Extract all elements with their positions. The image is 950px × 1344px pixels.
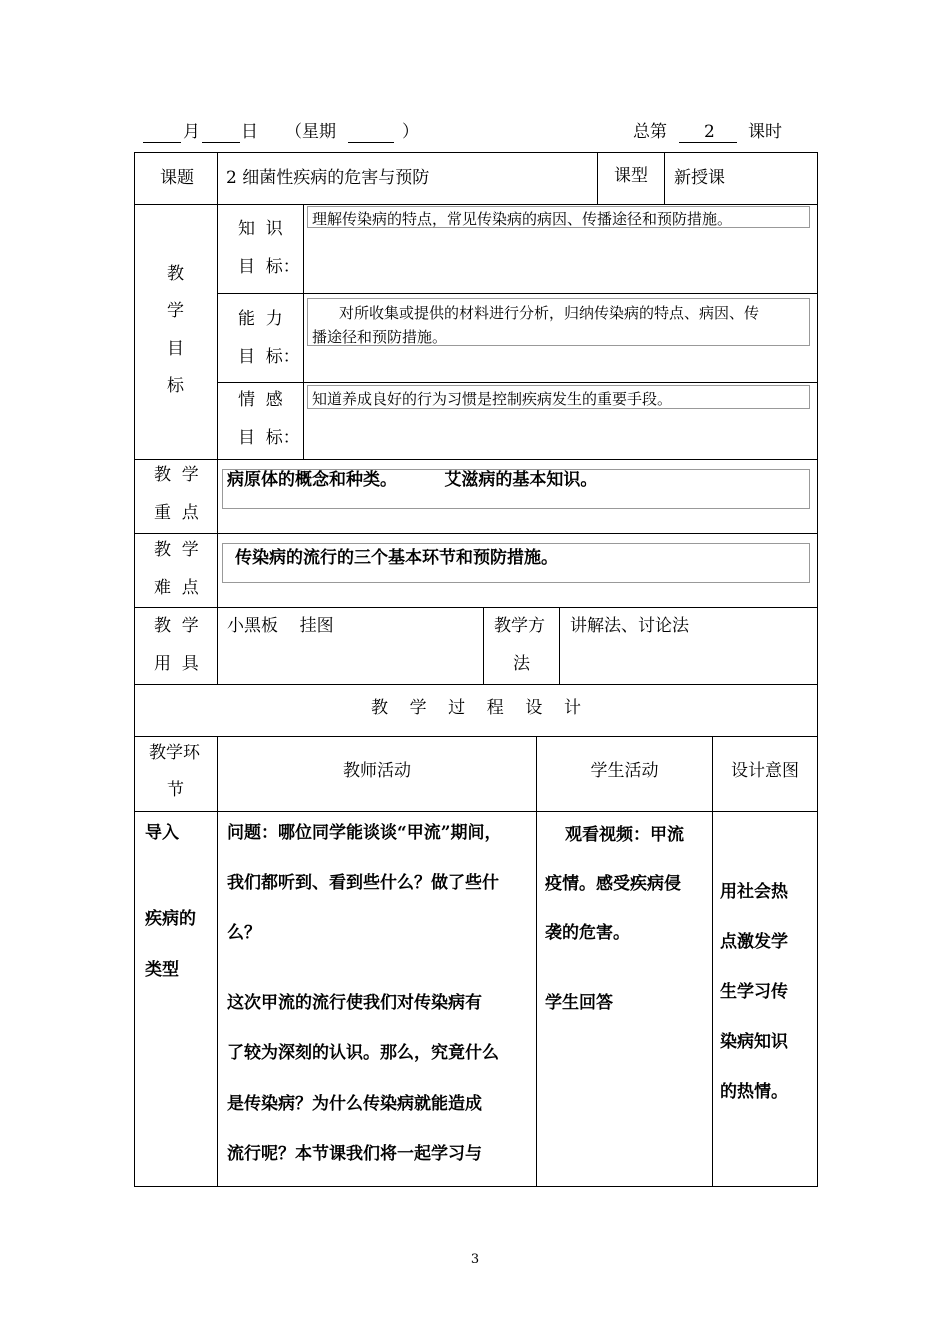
ability-label-1: 能 力: [238, 309, 283, 329]
intent-line-1: 用社会热: [720, 882, 788, 902]
table-line: [559, 607, 560, 685]
table-line: [134, 204, 818, 205]
total-value: 2: [704, 122, 715, 142]
table-line: [134, 684, 818, 685]
table-line: [134, 607, 818, 608]
total-suffix: 课时: [748, 122, 782, 142]
emotion-label-2: 目 标：: [238, 428, 300, 448]
intent-line-4: 染病知识: [720, 1032, 788, 1052]
weekday-blank: [348, 142, 394, 143]
stage-line-3: 类型: [145, 960, 179, 980]
table-border-bottom: [134, 1186, 818, 1187]
method-value: 讲解法、讨论法: [570, 616, 689, 636]
table-border-right: [817, 152, 818, 1187]
teacher-line-2: 我们都听到、看到些什么？做了些什: [227, 873, 499, 893]
type-label: 课型: [614, 166, 648, 186]
goals-label-3: 目: [167, 339, 184, 359]
student-line-2: 疫情。感受疾病侵: [545, 874, 681, 894]
table-line: [134, 533, 818, 534]
ability-label-2: 目 标：: [238, 347, 300, 367]
intent-line-3: 生学习传: [720, 982, 788, 1002]
stage-header-2: 节: [167, 780, 184, 800]
intent-line-2: 点激发学: [720, 932, 788, 952]
type-value: 新授课: [674, 168, 725, 188]
focus-label-1: 教 学: [154, 465, 199, 485]
teacher-line-3: 么？: [227, 923, 261, 943]
student-line-5: 学生回答: [545, 993, 613, 1013]
month-label: 月: [183, 122, 200, 142]
total-blank: [679, 142, 737, 143]
table-border-left: [134, 152, 135, 1187]
difficulty-label-2: 难 点: [154, 578, 199, 598]
tools-label-1: 教 学: [154, 616, 199, 636]
knowledge-label-2: 目 标：: [238, 257, 300, 277]
day-label: 日: [241, 122, 258, 142]
teacher-line-6: 了较为深刻的认识。那么，究竟什么: [227, 1043, 499, 1063]
teacher-line-7: 是传染病？为什么传染病就能造成: [227, 1094, 482, 1114]
topic-label: 课题: [160, 168, 194, 188]
day-blank: [202, 142, 240, 143]
weekday-open: （星期: [285, 122, 336, 142]
page-number: 3: [470, 1252, 480, 1267]
intent-line-5: 的热情。: [720, 1082, 788, 1102]
total-prefix: 总第: [633, 122, 667, 142]
knowledge-label-1: 知 识: [238, 219, 283, 239]
ability-text-2: 播途径和预防措施。: [312, 328, 448, 346]
table-line: [134, 811, 818, 812]
difficulty-text: 传染病的流行的三个基本环节和预防措施。: [235, 548, 558, 568]
student-line-3: 袭的危害。: [545, 923, 630, 943]
table-line: [483, 607, 484, 685]
method-label-1: 教学方: [494, 616, 545, 636]
focus-text: 病原体的概念和种类。 艾滋病的基本知识。: [227, 470, 598, 490]
table-line: [217, 382, 818, 383]
ability-text-1: 对所收集或提供的材料进行分析，归纳传染病的特点、病因、传: [339, 304, 760, 322]
method-label-2: 法: [513, 654, 530, 674]
intent-header: 设计意图: [731, 761, 799, 781]
table-line: [217, 736, 218, 1187]
goals-label-1: 教: [167, 264, 184, 284]
table-line: [217, 152, 218, 685]
weekday-close: ）: [402, 122, 419, 142]
topic-value: 2 细菌性疾病的危害与预防: [226, 168, 430, 188]
teacher-line-1: 问题：哪位同学能谈谈“甲流”期间，: [227, 823, 502, 843]
table-line: [134, 736, 818, 737]
table-line: [303, 204, 304, 460]
table-line: [712, 736, 713, 1187]
stage-header-1: 教学环: [149, 743, 200, 763]
student-header: 学生活动: [590, 761, 659, 781]
tools-value: 小黑板 挂图: [227, 616, 334, 636]
table-line: [597, 152, 598, 205]
teacher-line-5: 这次甲流的流行使我们对传染病有: [227, 993, 482, 1013]
table-line: [664, 152, 665, 205]
tools-label-2: 用 具: [154, 654, 199, 674]
knowledge-text: 理解传染病的特点，常见传染病的病因、传播途径和预防措施。: [312, 210, 733, 228]
emotion-label-1: 情 感: [238, 390, 283, 410]
table-border-top: [134, 152, 818, 153]
teacher-header: 教师活动: [343, 761, 411, 781]
stage-line-2: 疾病的: [145, 909, 196, 929]
table-line: [536, 736, 537, 1187]
emotion-text: 知道养成良好的行为习惯是控制疾病发生的重要手段。: [312, 390, 673, 408]
focus-label-2: 重 点: [154, 503, 199, 523]
goals-label-4: 标: [167, 376, 184, 396]
table-line: [134, 459, 818, 460]
month-blank: [143, 142, 181, 143]
table-line: [217, 293, 818, 294]
stage-line-1: 导入: [145, 823, 179, 843]
student-line-1: 观看视频：甲流: [565, 825, 684, 845]
goals-label-2: 学: [167, 301, 184, 321]
process-title: 教 学 过 程 设 计: [370, 698, 582, 718]
difficulty-label-1: 教 学: [154, 540, 199, 560]
teacher-line-8: 流行呢？本节课我们将一起学习与: [227, 1144, 482, 1164]
